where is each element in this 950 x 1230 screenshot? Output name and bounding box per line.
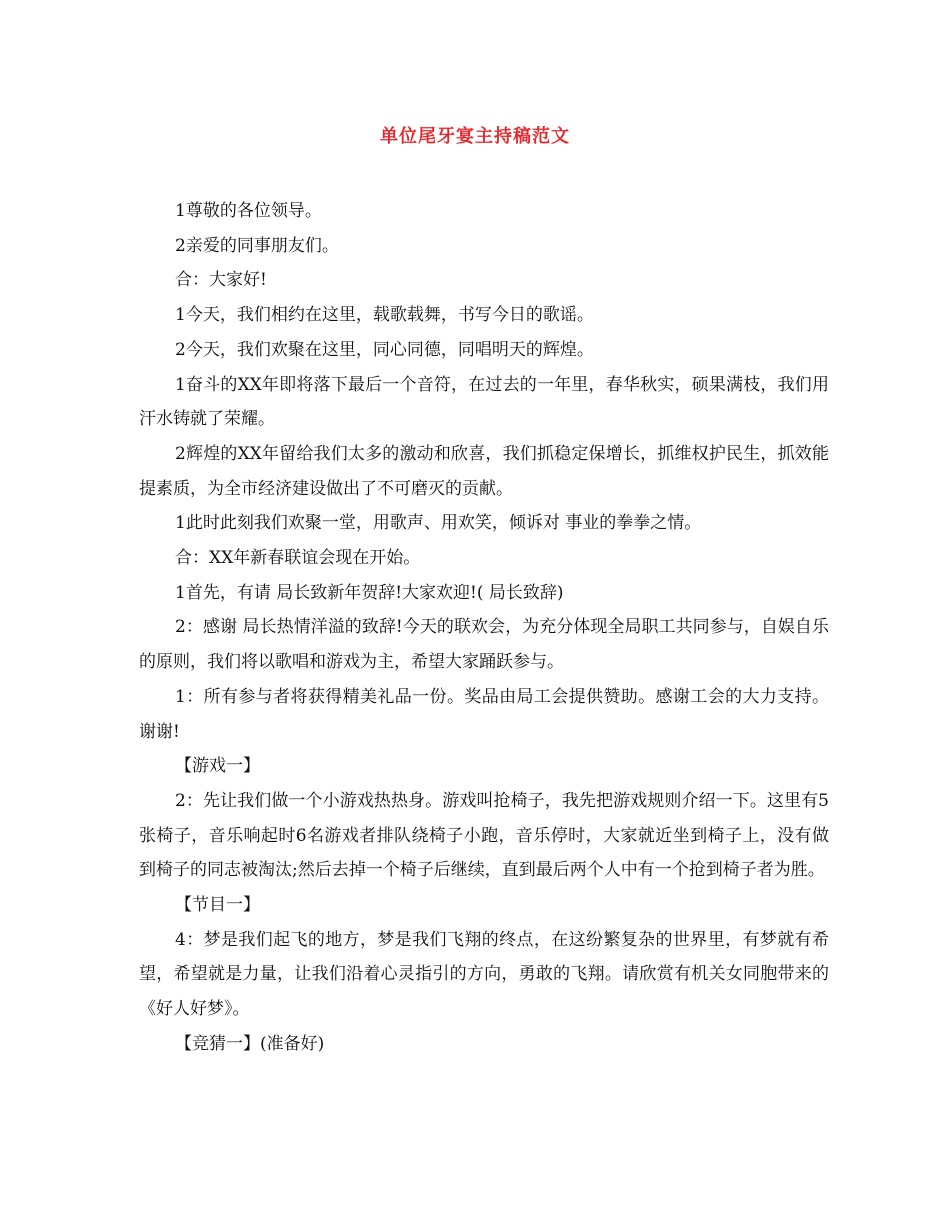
paragraph: 合：XX年新春联谊会现在开始。 [175, 548, 421, 569]
paragraph: 1首先，有请 局长致新年贺辞!大家欢迎!( 局长致辞) [175, 582, 564, 603]
paragraph: 1今天，我们相约在这里，载歌载舞，书写今日的歌谣。 [175, 305, 594, 326]
section-heading: 【游戏一】 [175, 756, 260, 777]
paragraph: 2：感谢 局长热情洋溢的致辞!今天的联欢会，为充分体现全局职工共同参与，自娱自乐的原则，我们将以歌唱和游戏为主，希望大家踊跃参与。 [139, 617, 829, 673]
paragraph: 1：所有参与者将获得精美礼品一份。奖品由局工会提供赞助。感谢工会的大力支持。谢谢! [139, 686, 829, 742]
section-heading: 【竞猜一】(准备好) [175, 1033, 325, 1054]
paragraph: 2：先让我们做一个小游戏热热身。游戏叫抢椅子，我先把游戏规则介绍一下。这里有5张椅子，音乐响起时6名游戏者排队绕椅子小跑，音乐停时，大家就近坐到椅子上，没有做到椅子的同志被淘汰;然后去掉一个椅子后继续，直到最后两个人中有一个抢到椅子者为胜。 [139, 790, 829, 881]
paragraph: 4：梦是我们起飞的地方，梦是我们飞翔的终点，在这纷繁复杂的世界里，有梦就有希望，希望就是力量，让我们沿着心灵指引的方向，勇敢的飞翔。请欣赏有机关女同胞带来的《好人好梦》。 [139, 929, 829, 1020]
document-body [139, 194, 829, 1062]
paragraph: 1此时此刻我们欢聚一堂，用歌声、用欢笑，倾诉对 事业的拳拳之情。 [175, 513, 702, 534]
paragraph: 合：大家好! [175, 270, 267, 291]
document-title: 单位尾牙宴主持稿范文 [380, 126, 570, 147]
section-heading: 【节目一】 [175, 895, 260, 916]
paragraph: 1尊敬的各位领导。 [175, 201, 322, 221]
paragraph: 2今天，我们欢聚在这里，同心同德，同唱明天的辉煌。 [175, 339, 594, 360]
paragraph: 1奋斗的XX年即将落下最后一个音符，在过去的一年里，春华秋实，硕果满枝，我们用汗水铸就了荣耀。 [139, 374, 829, 430]
paragraph: 2亲爱的同事朋友们。 [175, 235, 339, 256]
paragraph: 2辉煌的XX年留给我们太多的激动和欣喜，我们抓稳定保增长，抓维权护民生，抓效能提素质，为全市经济建设做出了不可磨灭的贡献。 [139, 443, 829, 499]
